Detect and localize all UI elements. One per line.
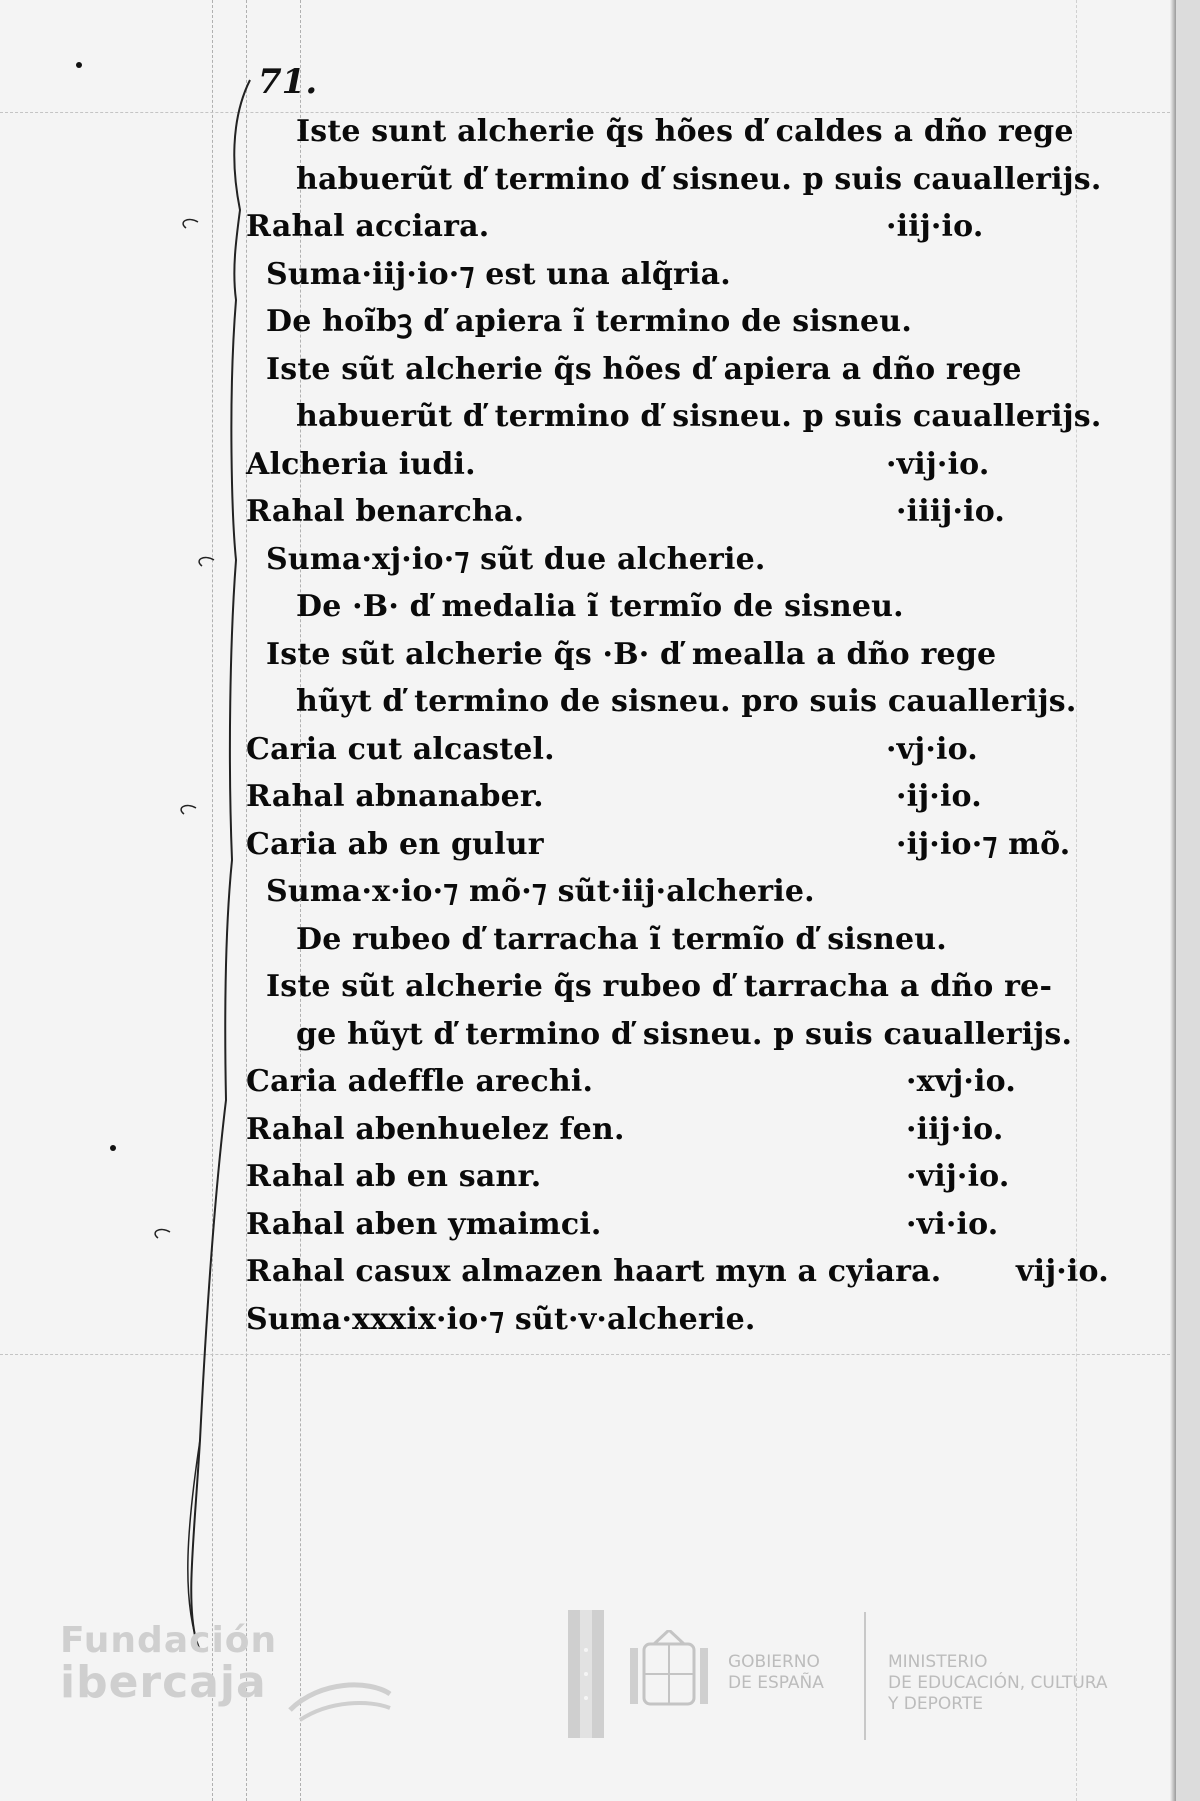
line-tally: ·vij·io. — [886, 446, 990, 482]
line-text: Suma·x·io·⁊ mõ·⁊ sũt·iij·alcherie. — [266, 874, 815, 909]
text-line — [246, 203, 1126, 251]
ibercaja-logo-line1: Fundación — [60, 1620, 278, 1661]
line-tally: ·iij·io. — [886, 209, 984, 244]
ink-dot — [110, 1145, 116, 1151]
text-line — [246, 726, 1126, 774]
ibercaja-logo — [60, 1620, 400, 1720]
text-line — [246, 678, 1126, 726]
logo-divider — [864, 1612, 866, 1740]
text-line — [246, 1011, 1126, 1059]
line-tally: ·vij·io. — [906, 1159, 1010, 1194]
line-text: De ·B· ď medalia ĩ termĩo de sisneu. — [296, 589, 904, 624]
text-line — [246, 963, 1126, 1011]
line-text: Caria ab en gulur — [246, 826, 544, 862]
text-line — [246, 773, 1126, 821]
line-text: Iste sũt alcherie q̃s rubeo ď tarracha a dño re- — [266, 969, 1053, 1004]
text-line — [246, 583, 1126, 631]
page-edge — [1176, 0, 1200, 1801]
line-text: Rahal abnanaber. — [246, 779, 544, 814]
line-text: Rahal ab en sanr. — [246, 1159, 542, 1194]
gobierno-line2: DE ESPAÑA — [728, 1673, 824, 1693]
gobierno-line1: GOBIERNO — [728, 1652, 820, 1672]
line-text: De rubeo ď tarracha ĩ termĩo ď sisneu. — [296, 921, 947, 957]
line-text: hũyt ď termino de sisneu. pro suis cauallerijs. — [296, 684, 1077, 719]
line-text: Rahal benarcha. — [246, 494, 525, 529]
line-text: De hoĩbꝫ ď apiera ĩ termino de sisneu. — [266, 304, 912, 339]
ministerio-line2: DE EDUCACIÓN, CULTURA — [888, 1673, 1108, 1693]
text-line — [246, 821, 1126, 869]
text-line — [246, 868, 1126, 916]
ministerio-text — [888, 1652, 1108, 1715]
line-text: Rahal abenhuelez fen. — [246, 1111, 625, 1147]
ruling-line — [212, 0, 213, 1801]
text-line — [246, 1296, 1126, 1344]
ibercaja-logo-line2: ibercaja — [60, 1657, 267, 1708]
line-text: Iste sũt alcherie q̃s hões ď apiera a dño rege — [266, 351, 1022, 387]
line-text: Rahal casux almazen haart myn a cyiara. — [246, 1254, 942, 1289]
spain-flag-icon — [568, 1610, 608, 1738]
text-line — [246, 156, 1126, 204]
text-line — [246, 1201, 1126, 1249]
line-text: Suma·iij·io·⁊ est una alq̃ria. — [266, 256, 731, 292]
folio-number: 71. — [258, 62, 318, 102]
line-text: Alcheria iudi. — [246, 446, 476, 482]
ibercaja-swoosh-icon — [280, 1670, 400, 1730]
ministerio-line3: Y DEPORTE — [888, 1694, 983, 1714]
text-line — [246, 251, 1126, 299]
line-tally: ·iij·io. — [906, 1111, 1004, 1147]
text-line — [246, 488, 1126, 536]
text-line — [246, 1248, 1126, 1296]
ministerio-line1: MINISTERIO — [888, 1652, 988, 1672]
line-tally: ·vi·io. — [906, 1206, 999, 1242]
line-tally: ·iiij·io. — [896, 494, 1006, 529]
line-text: ge hũyt ď termino ď sisneu. p suis cauallerijs. — [296, 1016, 1073, 1052]
coat-of-arms-icon — [624, 1630, 714, 1730]
text-line — [246, 346, 1126, 394]
text-line — [246, 108, 1126, 156]
text-line — [246, 1106, 1126, 1154]
line-text: habuerũt ď termino ď sisneu. p suis cauallerijs. — [296, 399, 1102, 434]
text-line — [246, 393, 1126, 441]
text-line — [246, 916, 1126, 964]
ministry-logo — [568, 1608, 1188, 1738]
gobierno-text — [728, 1652, 824, 1694]
line-text: Iste sunt alcherie q̃s hões ď caldes a dño rege — [296, 114, 1074, 149]
line-text: Iste sũt alcherie q̃s ·B· ď mealla a dño rege — [266, 636, 997, 672]
manuscript-text — [246, 108, 1126, 1343]
ink-dot — [76, 62, 82, 68]
ruling-line — [0, 1354, 1170, 1355]
line-text: Suma·xj·io·⁊ sũt due alcherie. — [266, 541, 766, 577]
line-tally: ·xvj·io. — [906, 1064, 1016, 1099]
line-text: Caria adeffle arechi. — [246, 1064, 594, 1099]
line-tally: ·ij·io. — [896, 779, 982, 814]
line-text: Suma·xxxix·io·⁊ sũt·v·alcherie. — [246, 1301, 756, 1337]
text-line — [246, 1153, 1126, 1201]
text-line — [246, 441, 1126, 489]
line-text: Rahal aben ymaimci. — [246, 1206, 602, 1242]
text-line — [246, 298, 1126, 346]
line-text: Rahal acciara. — [246, 209, 490, 244]
text-line — [246, 631, 1126, 679]
line-text: Caria cut alcastel. — [246, 731, 555, 767]
line-tally: vij·io. — [1016, 1254, 1109, 1289]
text-line — [246, 536, 1126, 584]
line-tally: ·ij·io·⁊ mõ. — [896, 826, 1071, 862]
line-tally: ·vj·io. — [886, 731, 978, 767]
line-text: habuerũt ď termino ď sisneu. p suis cauallerijs. — [296, 161, 1102, 197]
text-line — [246, 1058, 1126, 1106]
